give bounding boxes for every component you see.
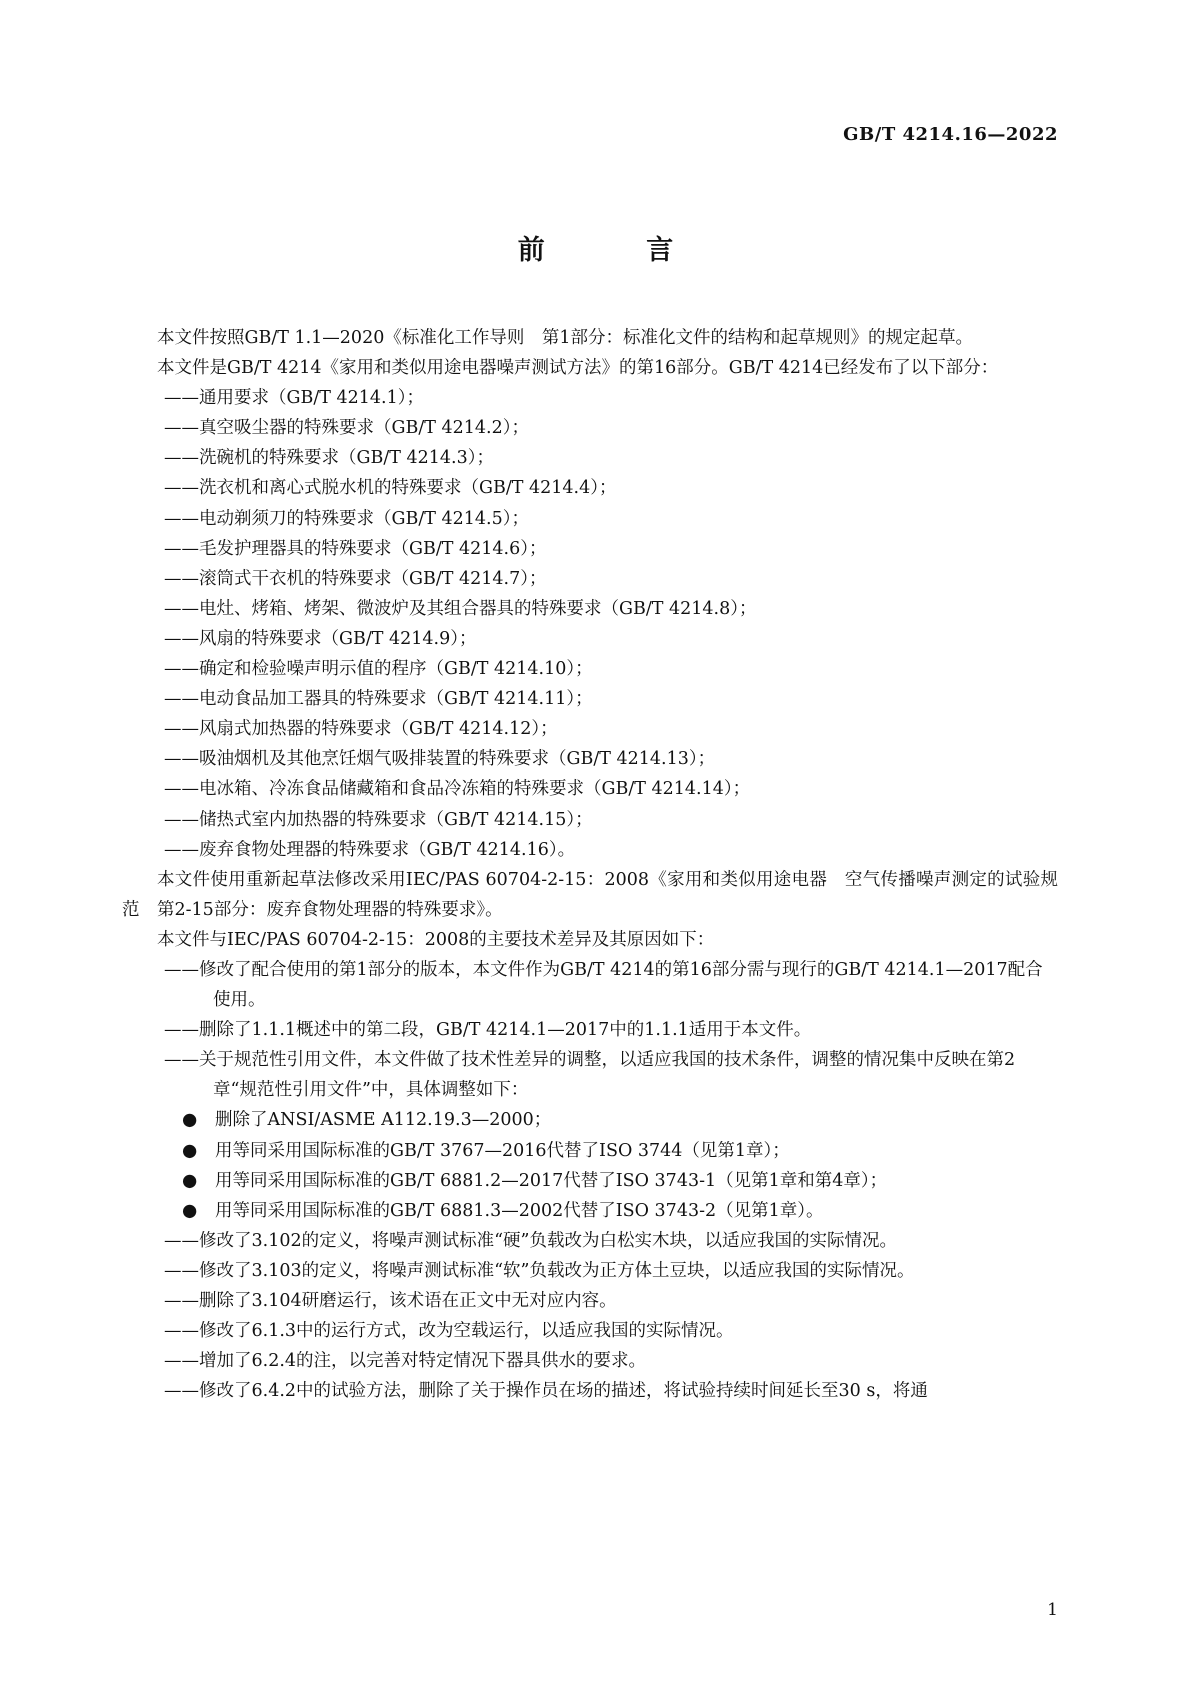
list-item: ——电灶、烤箱、烤架、微波炉及其组合器具的特殊要求（GB/T 4214.8）；: [164, 598, 757, 619]
document-body: [122, 323, 1058, 1406]
list-item: ——废弃食物处理器的特殊要求（GB/T 4214.16）。: [164, 839, 576, 860]
bullet-text: 用等同采用国际标准的GB/T 6881.2—2017代替了ISO 3743-1（见第1章和第4章）；: [215, 1170, 888, 1191]
list-item: ——电动食品加工器具的特殊要求（GB/T 4214.11）；: [164, 689, 593, 710]
list-item: ——洗碗机的特殊要求（GB/T 4214.3）；: [164, 448, 494, 469]
list-item: ——洗衣机和离心式脱水机的特殊要求（GB/T 4214.4）；: [164, 478, 617, 499]
difference-item: ——删除了3.104研磨运行，该术语在正文中无对应内容。: [164, 1291, 617, 1311]
bullet-item: [122, 1196, 1058, 1226]
page-title: 前 言: [517, 235, 720, 266]
bullet-icon: ●: [182, 1140, 198, 1161]
list-item: ——风扇式加热器的特殊要求（GB/T 4214.12）；: [164, 719, 558, 740]
bullet-text: 用等同采用国际标准的GB/T 6881.3—2002代替了ISO 3743-2（见第1章）。: [215, 1200, 824, 1221]
difference-item: ——修改了6.4.2中的试验方法，删除了关于操作员在场的描述，将试验持续时间延长至30 s，将通: [164, 1381, 928, 1402]
difference-item: ——修改了配合使用的第1部分的版本，本文件作为GB/T 4214的第16部分需与现行的GB/T 4214.1—2017配合使用。: [164, 959, 1043, 1011]
bullet-item: [122, 1166, 1058, 1196]
bullet-icon: ●: [182, 1200, 198, 1221]
bullet-item: [122, 1136, 1058, 1166]
differences-list: [122, 955, 1058, 1406]
difference-item: ——修改了6.1.3中的运行方式，改为空载运行，以适应我国的实际情况。: [164, 1321, 734, 1342]
paragraph-drafting-rules: 本文件按照GB/T 1.1—2020《标准化工作导则 第1部分：标准化文件的结构和起草规则》的规定起草。: [157, 328, 973, 348]
document-code: GB/T 4214.16—2022: [843, 124, 1058, 145]
paragraph-adoption: 本文件使用重新起草法修改采用IEC/PAS 60704-2-15：2008《家用和类似用途电器 空气传播噪声测定的试验规范 第2-15部分：废弃食物处理器的特殊要求》。: [122, 869, 1058, 920]
bullet-text: 用等同采用国际标准的GB/T 3767—2016代替了ISO 3744（见第1章）；: [215, 1140, 790, 1161]
paragraph-series-intro: 本文件是GB/T 4214《家用和类似用途电器噪声测试方法》的第16部分。GB/T 4214已经发布了以下部分：: [157, 358, 999, 379]
list-item: ——电动剃须刀的特殊要求（GB/T 4214.5）；: [164, 508, 529, 529]
difference-item: ——修改了3.103的定义，将噪声测试标准“软”负载改为正方体土豆块，以适应我国的实际情况。: [164, 1260, 915, 1281]
paragraph-differences-intro: 本文件与IEC/PAS 60704-2-15：2008的主要技术差异及其原因如下：: [157, 929, 715, 950]
difference-item: ——关于规范性引用文件，本文件做了技术性差异的调整，以适应我国的技术条件，调整的情况集中反映在第2章“规范性引用文件”中，具体调整如下：: [164, 1050, 1016, 1101]
difference-item: ——增加了6.2.4的注，以完善对特定情况下器具供水的要求。: [164, 1351, 647, 1372]
list-item: ——毛发护理器具的特殊要求（GB/T 4214.6）；: [164, 538, 547, 559]
page-number: 1: [1047, 1600, 1058, 1620]
bullet-icon: ●: [182, 1170, 198, 1191]
list-item: ——吸油烟机及其他烹饪烟气吸排装置的特殊要求（GB/T 4214.13）；: [164, 749, 716, 770]
list-item: ——真空吸尘器的特殊要求（GB/T 4214.2）；: [164, 418, 529, 439]
list-item: ——确定和检验噪声明示值的程序（GB/T 4214.10）；: [164, 659, 593, 680]
bullet-item: [122, 1105, 1058, 1135]
list-item: ——电冰箱、冷冻食品储藏箱和食品冷冻箱的特殊要求（GB/T 4214.14）；: [164, 779, 751, 800]
difference-item: ——修改了3.102的定义，将噪声测试标准“硬”负载改为白松实木块，以适应我国的实际情况。: [164, 1230, 897, 1251]
list-item: ——通用要求（GB/T 4214.1）；: [164, 388, 424, 409]
bullet-icon: ●: [182, 1110, 198, 1131]
list-item: ——风扇的特殊要求（GB/T 4214.9）；: [164, 628, 477, 649]
difference-item: ——删除了1.1.1概述中的第二段，GB/T 4214.1—2017中的1.1.1适用于本文件。: [164, 1020, 812, 1041]
bullet-text: 删除了ANSI/ASME A112.19.3—2000；: [215, 1110, 552, 1131]
list-item: ——滚筒式干衣机的特殊要求（GB/T 4214.7）；: [164, 568, 547, 589]
list-item: ——储热式室内加热器的特殊要求（GB/T 4214.15）；: [164, 809, 593, 830]
parts-list: [122, 383, 1058, 865]
